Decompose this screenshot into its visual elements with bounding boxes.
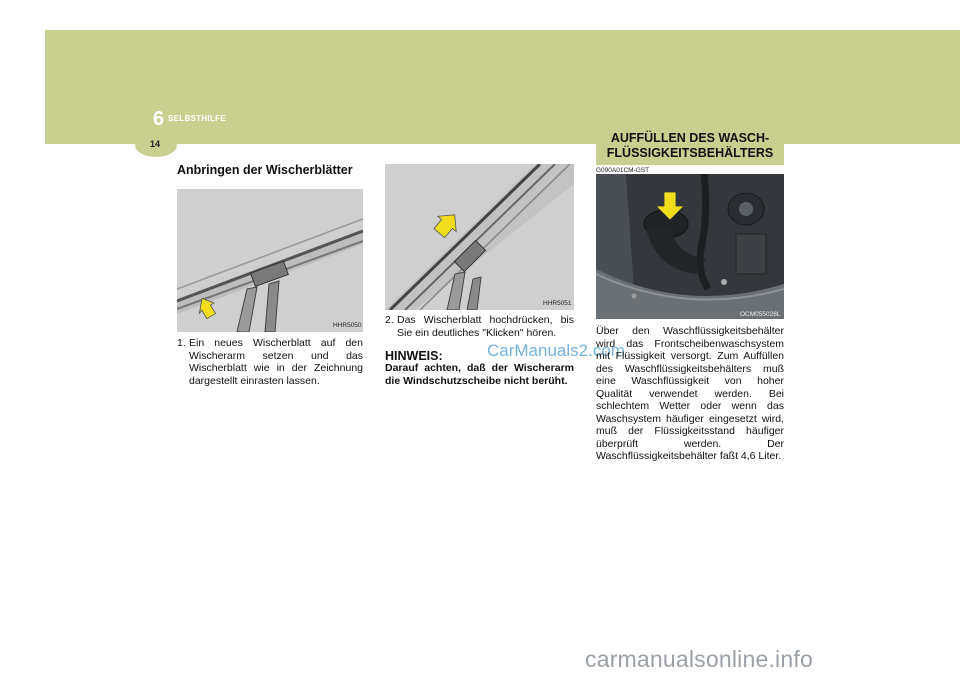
figure-code-hhr5051: HHR5051 xyxy=(543,300,572,307)
watermark-logo: CarManuals2.com xyxy=(487,341,625,360)
figure-wiper-install xyxy=(177,189,363,332)
chapter-title: SELBSTHILFE xyxy=(168,114,226,123)
footer-watermark: carmanualsonline.info xyxy=(585,646,813,672)
chapter-number: 6 xyxy=(153,108,165,130)
figure-code-hhr5050: HHR5050 xyxy=(333,322,362,329)
note-text: Darauf achten, daß der Wischerarm die Windschutzscheibe nicht berüht. xyxy=(385,362,574,387)
figure-washer-reservoir xyxy=(596,174,784,319)
note-title: HINWEIS: xyxy=(385,349,443,363)
washer-fluid-body: Über den Waschflüssigkeitsbehälter wird das Frontscheibenwaschsystem mit Flüssigkeit versorgt. Zum Auffüllen des Waschflüssigkeitsbehälters muß eine Waschflüssigkeit von hoher Qualität verwendet werden. Bei schlechtem Wetter oder wenn das Waschsystem häufiger eingesetzt wird, muß der Flüssigkeitsstand häufiger überprüft werden. Der Waschflüssigkeitsbehälter faßt 4,6 Liter. xyxy=(596,325,784,462)
step-text: Das Wischerblatt hochdrücken, bis Sie ein deutliches "Klicken" hören. xyxy=(397,314,574,339)
page-number: 14 xyxy=(150,139,161,149)
header-band xyxy=(45,30,960,144)
step-number: 1. xyxy=(177,337,186,349)
step-number: 2. xyxy=(385,314,394,326)
figure-wiper-push xyxy=(385,164,574,310)
section-code: G090A01CM-GST xyxy=(596,167,650,174)
step-text: Ein neues Wischerblatt auf den Wischerarm setzen und das Wischerblatt wie in der Zeichnung dargestellt einrasten lassen. xyxy=(189,337,363,387)
section-title: AUFFÜLLEN DES WASCH-FLÜSSIGKEITSBEHÄLTERS xyxy=(606,131,774,160)
figure-code-ocm055028l: OCM055028L xyxy=(740,311,781,318)
section-heading-wiper-blades: Anbringen der Wischerblätter xyxy=(177,163,353,177)
step-1 xyxy=(177,337,363,387)
step-2 xyxy=(385,314,574,339)
